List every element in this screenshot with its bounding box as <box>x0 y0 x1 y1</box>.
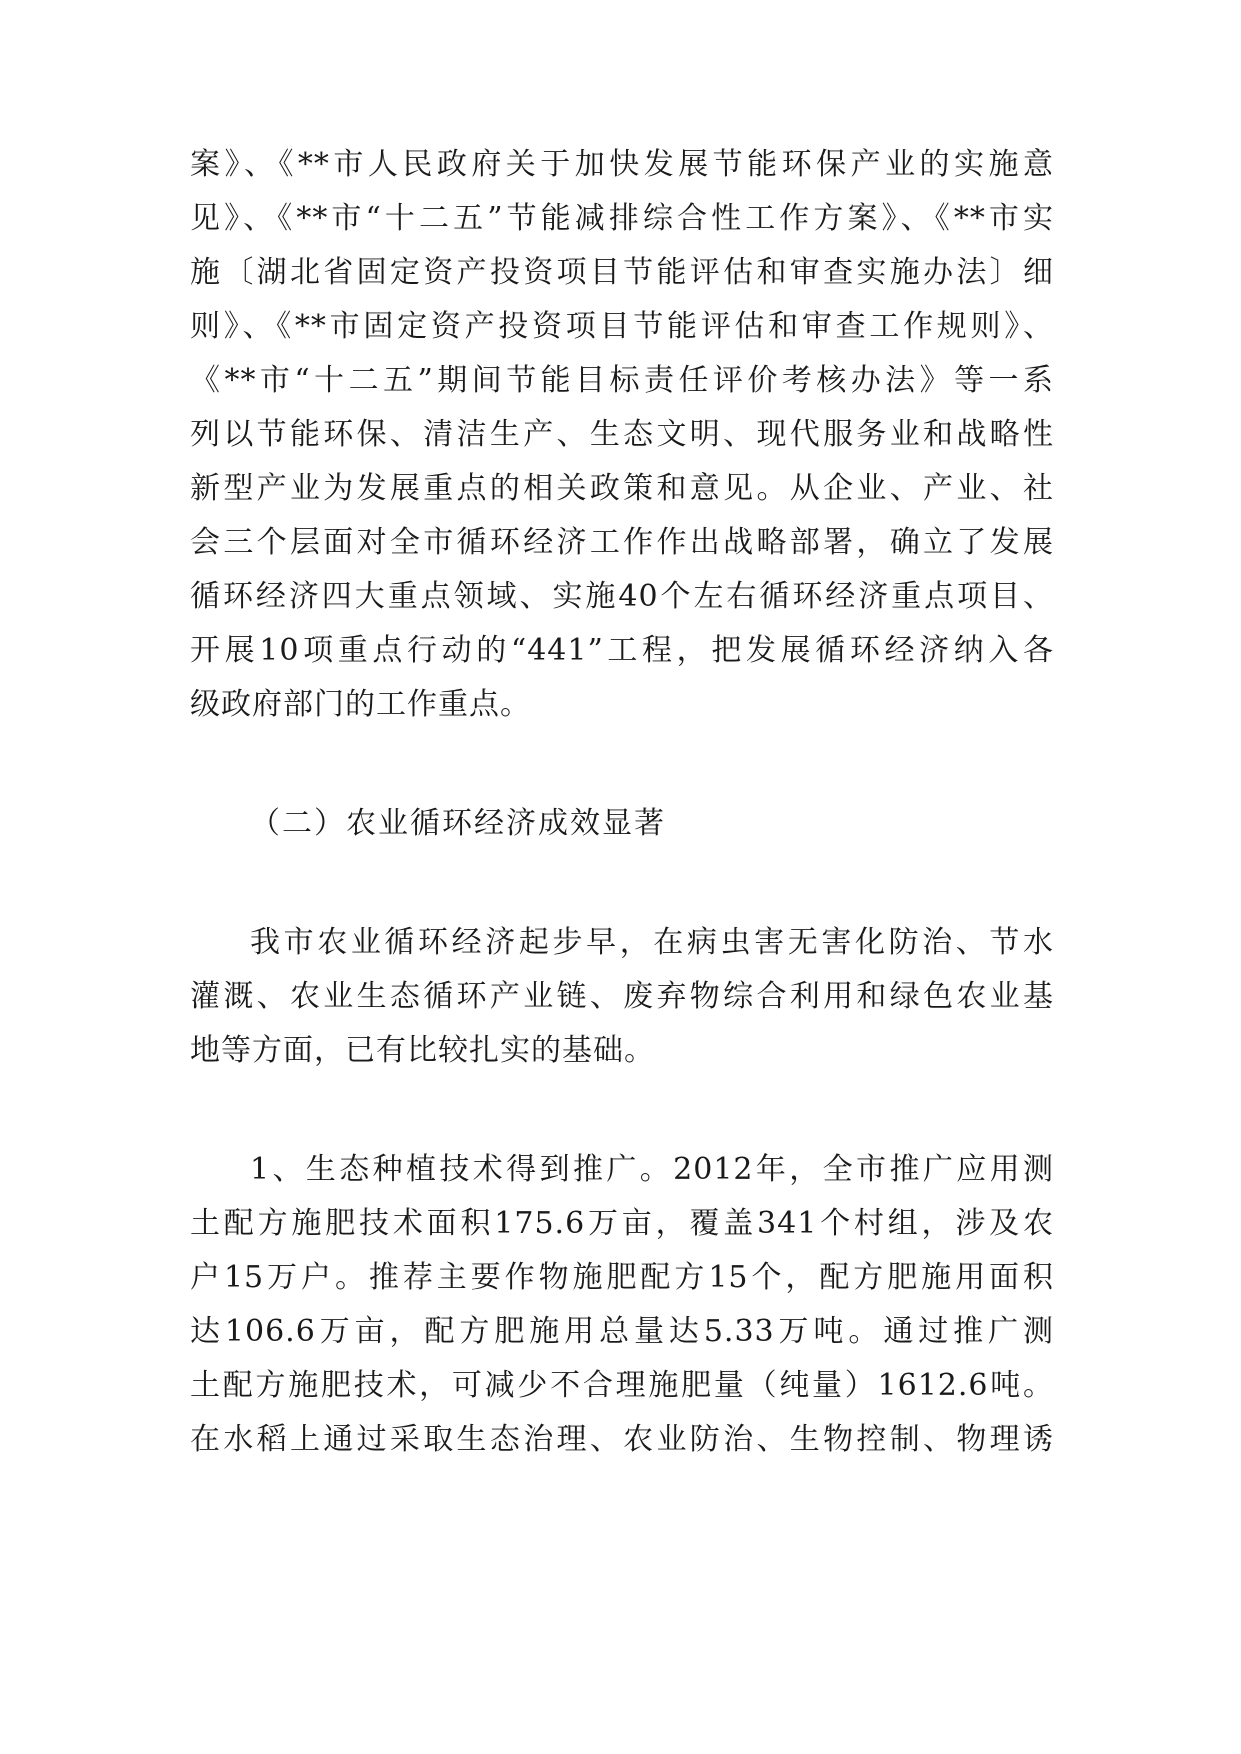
paragraph1-line-3: 施〔湖北省固定资产投资项目节能评估和审查实施办法〕细 <box>190 255 1054 290</box>
paragraph3-line-3: 户15万户。推荐主要作物施肥配方15个，配方肥施用面积 <box>190 1260 1054 1295</box>
section-heading: （二）农业循环经济成效显著 <box>250 806 666 841</box>
paragraph2-line-1: 我市农业循环经济起步早，在病虫害无害化防治、节水 <box>250 925 1054 960</box>
paragraph2-line-2: 灌溉、农业生态循环产业链、废弃物综合利用和绿色农业基 <box>190 979 1054 1014</box>
paragraph1-line-2: 见》、《**市“十二五”节能减排综合性工作方案》、《**市实 <box>190 201 1054 236</box>
paragraph1-line-5: 《**市“十二五”期间节能目标责任评价考核办法》等一系 <box>190 363 1054 398</box>
paragraph2-line-3: 地等方面，已有比较扎实的基础。 <box>190 1033 655 1068</box>
paragraph1-line-10: 开展10项重点行动的“441”工程，把发展循环经济纳入各 <box>190 633 1054 668</box>
paragraph3-line-4: 达106.6万亩，配方肥施用总量达5.33万吨。通过推广测 <box>190 1314 1054 1349</box>
paragraph3-line-1: 1、生态种植技术得到推广。2012年，全市推广应用测 <box>250 1152 1054 1187</box>
paragraph1-line-4: 则》、《**市固定资产投资项目节能评估和审查工作规则》、 <box>190 309 1054 344</box>
paragraph3-line-5: 土配方施肥技术，可减少不合理施肥量（纯量）1612.6吨。 <box>190 1368 1054 1403</box>
paragraph1-line-9: 循环经济四大重点领域、实施40个左右循环经济重点项目、 <box>190 579 1054 614</box>
paragraph1-line-8: 会三个层面对全市循环经济工作作出战略部署，确立了发展 <box>190 525 1054 560</box>
paragraph3-line-2: 土配方施肥技术面积175.6万亩，覆盖341个村组，涉及农 <box>190 1206 1054 1241</box>
paragraph1-line-1: 案》、《**市人民政府关于加快发展节能环保产业的实施意 <box>190 147 1054 182</box>
paragraph1-line-7: 新型产业为发展重点的相关政策和意见。从企业、产业、社 <box>190 471 1054 506</box>
paragraph3-line-6: 在水稻上通过采取生态治理、农业防治、生物控制、物理诱 <box>190 1422 1054 1457</box>
paragraph1-line-11: 级政府部门的工作重点。 <box>190 687 531 722</box>
paragraph1-line-6: 列以节能环保、清洁生产、生态文明、现代服务业和战略性 <box>190 417 1054 452</box>
